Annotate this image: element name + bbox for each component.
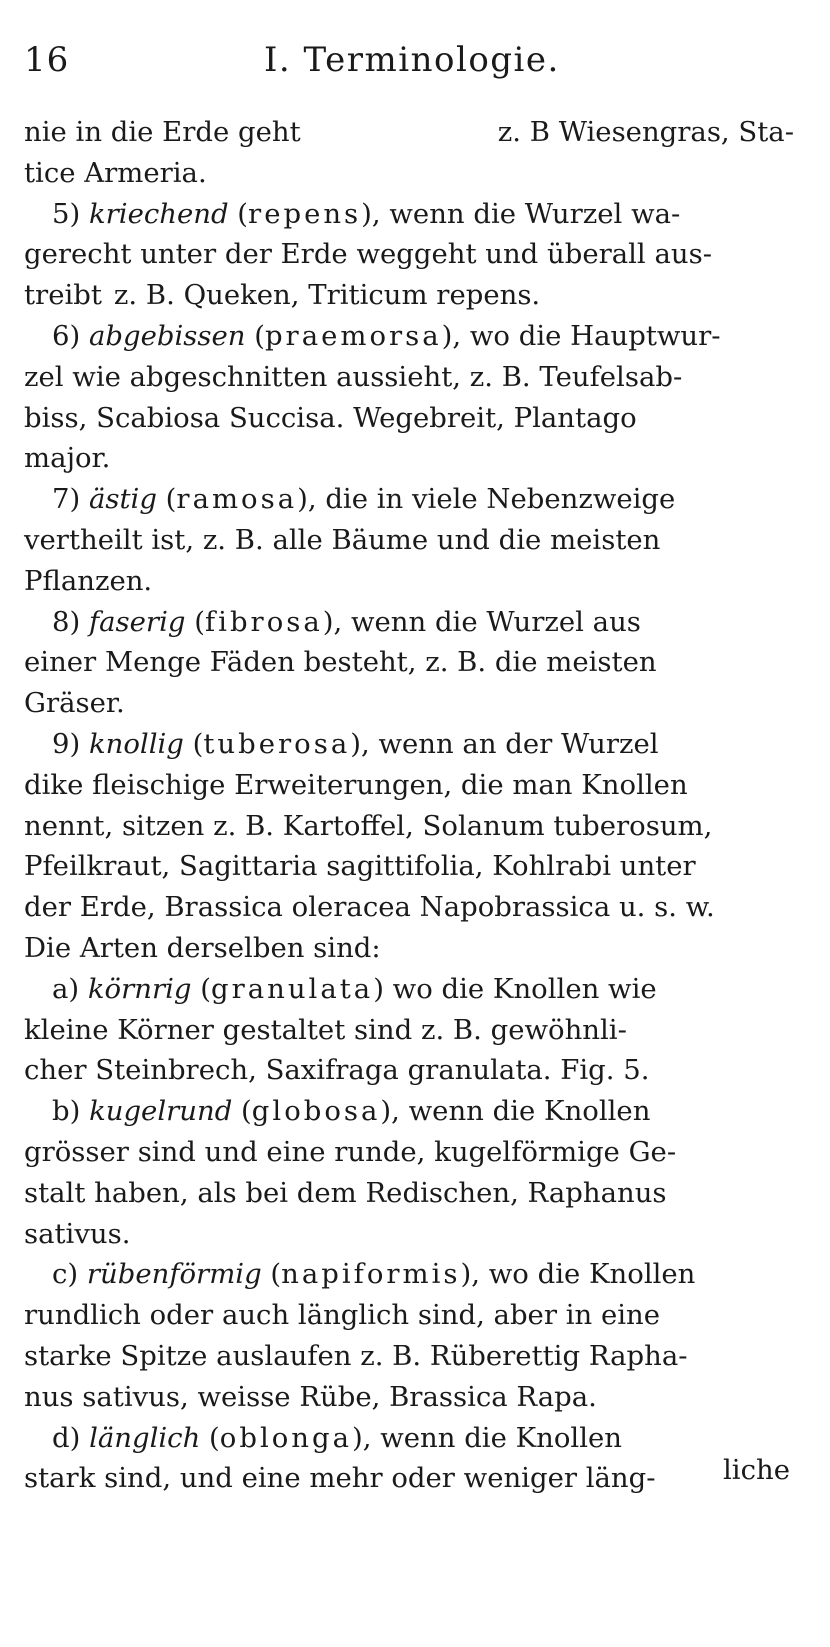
text-line: cher Steinbrech, Saxifraga granulata. Fig. 5. bbox=[24, 1054, 650, 1087]
text-line: 8) faserig (fibrosa), wenn die Wurzel aus bbox=[52, 605, 641, 638]
text-line: major. bbox=[24, 442, 111, 475]
text-line: starke Spitze auslaufen z. B. Rüberettig Rapha- bbox=[24, 1339, 688, 1372]
text-line: sativus. bbox=[24, 1217, 131, 1250]
term-italic: kriechend bbox=[88, 197, 229, 230]
text-line: grösser sind und eine runde, kugelförmige Ge- bbox=[24, 1135, 677, 1168]
term-italic: länglich bbox=[89, 1421, 201, 1454]
term-latin: ramosa bbox=[176, 483, 298, 516]
term-latin: oblonga bbox=[219, 1421, 353, 1454]
text-line: Die Arten derselben sind: bbox=[24, 931, 381, 964]
term-italic: rübenförmig bbox=[86, 1258, 262, 1291]
running-head: I. Terminologie. bbox=[264, 40, 560, 80]
text-line: d) länglich (oblonga), wenn die Knollen bbox=[52, 1421, 623, 1454]
text-line: b) kugelrund (globosa), wenn die Knollen bbox=[52, 1095, 651, 1128]
term-latin: repens bbox=[248, 197, 362, 230]
term-italic: knollig bbox=[88, 727, 184, 760]
text-line: stark sind, und eine mehr oder weniger läng- bbox=[24, 1462, 656, 1495]
text-line: einer Menge Fäden besteht, z. B. die meisten bbox=[24, 646, 657, 679]
text-line: nie in die Erde geht z. B Wiesengras, Sta- bbox=[24, 116, 794, 148]
text-line: Pfeilkraut, Sagittaria sagittifolia, Kohlrabi unter bbox=[24, 850, 696, 883]
text-line: zel wie abgeschnitten aussieht, z. B. Teufelsab- bbox=[24, 360, 683, 393]
page-header bbox=[24, 40, 784, 86]
text-line: nennt, sitzen z. B. Kartoffel, Solanum tuberosum, bbox=[24, 809, 713, 842]
text-line: tice Armeria. bbox=[24, 156, 207, 189]
text-line: der Erde, Brassica oleracea Napobrassica u. s. w. bbox=[24, 891, 715, 924]
term-latin: tuberosa bbox=[203, 727, 351, 760]
text-line: kleine Körner gestaltet sind z. B. gewöhnli- bbox=[24, 1013, 627, 1046]
text-line: 7) ästig (ramosa), die in viele Nebenzweige bbox=[52, 483, 676, 516]
term-italic: faserig bbox=[88, 605, 186, 638]
text-line: stalt haben, als bei dem Redischen, Raphanus bbox=[24, 1176, 667, 1209]
page-number: 16 bbox=[24, 40, 70, 80]
term-latin: granulata bbox=[210, 972, 374, 1005]
text-line: 6) abgebissen (praemorsa), wo die Hauptwur- bbox=[52, 319, 721, 352]
term-italic: abgebissen bbox=[88, 319, 246, 352]
text-line: nus sativus, weisse Rübe, Brassica Rapa. bbox=[24, 1380, 597, 1413]
body-text bbox=[24, 112, 794, 1499]
catchword: liche bbox=[723, 1454, 790, 1486]
text-line: a) körnrig (granulata) wo die Knollen wie bbox=[52, 972, 657, 1005]
term-italic: kugelrund bbox=[89, 1095, 233, 1128]
text-line: biss, Scabiosa Succisa. Wegebreit, Plantago bbox=[24, 401, 637, 434]
term-latin: napiformis bbox=[281, 1258, 461, 1291]
text-line: Gräser. bbox=[24, 687, 125, 720]
text-line: treibt z. B. Queken, Triticum repens. bbox=[24, 279, 541, 312]
term-italic: körnrig bbox=[87, 972, 192, 1005]
term-italic: ästig bbox=[88, 483, 157, 516]
text-line: Pflanzen. bbox=[24, 564, 153, 597]
text-line: vertheilt ist, z. B. alle Bäume und die meisten bbox=[24, 523, 661, 556]
text-line: gerecht unter der Erde weggeht und überall aus- bbox=[24, 238, 712, 271]
term-latin: globosa bbox=[251, 1095, 381, 1128]
text-line: 9) knollig (tuberosa), wenn an der Wurzel bbox=[52, 727, 659, 760]
term-latin: praemorsa bbox=[264, 319, 442, 352]
text-line: 5) kriechend (repens), wenn die Wurzel wa- bbox=[52, 197, 681, 230]
text-line: c) rübenförmig (napiformis), wo die Knollen bbox=[52, 1258, 696, 1291]
text-line: rundlich oder auch länglich sind, aber in eine bbox=[24, 1299, 661, 1332]
text-line: dike fleischige Erweiterungen, die man Knollen bbox=[24, 768, 688, 801]
term-latin: fibrosa bbox=[204, 605, 323, 638]
